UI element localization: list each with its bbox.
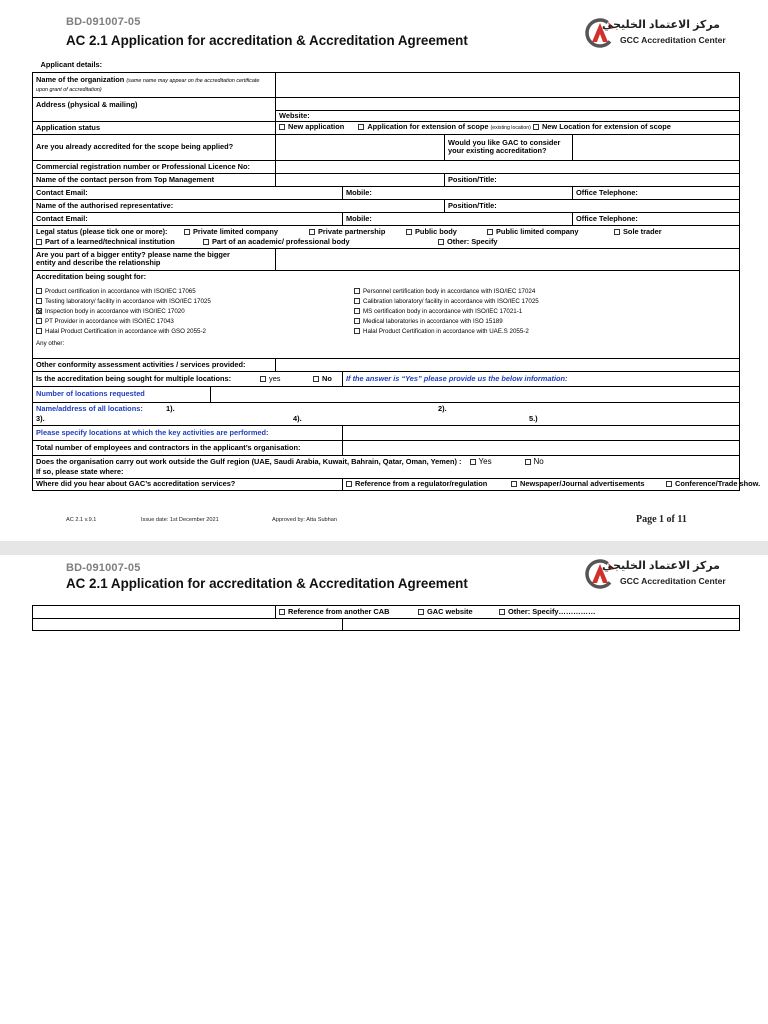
page-title: AC 2.1 Application for accreditation & Accreditation Agreement [66, 33, 468, 48]
footer-issue-date: Issue date: 1st December 2021 [141, 517, 219, 523]
name-address-locations-label: Name/address of all locations: [36, 403, 143, 413]
footer-version: AC 2.1 v.9.1 [66, 517, 97, 523]
status-extension-checkbox[interactable] [358, 124, 364, 130]
legal-academic-checkbox[interactable] [203, 239, 209, 245]
multiple-locations-yes-label: yes [269, 373, 281, 383]
legal-status-cell [33, 225, 740, 248]
legal-private-partnership-checkbox[interactable] [309, 229, 315, 235]
footer-approved-by: Approved by: Atta Subhan [272, 517, 337, 523]
other-conformity-field[interactable] [276, 358, 740, 371]
hear-conference-label: Conference/Trade show. [675, 479, 761, 489]
application-status-label: Application status [33, 121, 276, 134]
logo-arabic-text: مركز الاعتماد الخليجي [602, 19, 720, 31]
outside-gulf-yes-label: Yes [478, 456, 492, 466]
number-of-locations-field[interactable] [211, 386, 740, 402]
acc-halal-gso-checkbox[interactable] [36, 328, 42, 334]
acc-testing-lab-checkbox[interactable] [36, 298, 42, 304]
org-name-note: (same name may appear on the accreditation certificate upon grant of accreditation) [36, 78, 260, 93]
legal-public-body-checkbox[interactable] [406, 229, 412, 235]
hear-about-label: Where did you hear about GAC’s accreditation services? [33, 478, 343, 490]
website-field[interactable]: Website: [276, 110, 740, 121]
acc-pt-provider-checkbox[interactable] [36, 318, 42, 324]
contact-mobile-field[interactable]: Mobile: [343, 186, 573, 199]
legal-public-ltd-checkbox[interactable] [487, 229, 493, 235]
outside-gulf-label: Does the organisation carry out work outside the Gulf region (UAE, Saudi Arabia, Kuwait, Bahrain, Qatar, Oman, Yemen) : [36, 456, 462, 466]
hear-other-checkbox[interactable] [499, 609, 505, 615]
application-status-options [276, 121, 740, 134]
location-4[interactable]: 4). [293, 413, 302, 423]
contact-email-field[interactable]: Contact Email: [33, 186, 343, 199]
consider-existing-field[interactable] [573, 134, 740, 160]
outside-gulf-no-label: No [533, 456, 544, 466]
hear-newspaper-label: Newspaper/Journal advertisements [520, 479, 645, 489]
hear-other-label: Other: Specify…………… [508, 606, 596, 616]
blank-field-right[interactable] [343, 619, 740, 631]
hear-regulator-label: Reference from a regulator/regulation [355, 479, 488, 489]
page-footer [0, 516, 768, 530]
acc-inspection-body-checkbox[interactable] [36, 308, 42, 314]
key-activities-field[interactable] [343, 425, 740, 440]
representative-position-field[interactable]: Position/Title: [445, 199, 740, 212]
legal-sole-trader-checkbox[interactable] [614, 229, 620, 235]
hear-cab-checkbox[interactable] [279, 609, 285, 615]
address-field[interactable] [276, 97, 740, 110]
already-accredited-label: Are you already accredited for the scope being applied? [33, 134, 276, 160]
acc-option-label: Medical laboratories in accordance with ISO 15189 [363, 318, 503, 326]
applicant-details-heading: Applicant details: [33, 59, 740, 72]
representative-office-telephone-field[interactable]: Office Telephone: [573, 212, 740, 225]
any-other-label: Any other: [36, 340, 65, 348]
legal-public-body-label: Public body [415, 226, 457, 236]
contact-office-telephone-field[interactable]: Office Telephone: [573, 186, 740, 199]
legal-private-ltd-label: Private limited company [193, 226, 279, 236]
legal-private-ltd-checkbox[interactable] [184, 229, 190, 235]
acc-medical-lab-checkbox[interactable] [354, 318, 360, 324]
outside-gulf-no-checkbox[interactable] [525, 459, 531, 465]
consider-line-1: Would you like GAC to consider [448, 138, 561, 147]
legal-sole-trader-label: Sole trader [623, 226, 662, 236]
blank-field-left[interactable] [33, 619, 343, 631]
org-name-field[interactable] [276, 72, 740, 97]
gac-logo-page-2 [584, 557, 724, 593]
document-code: BD-091007-05 [66, 16, 141, 28]
application-form-table-page-2 [32, 605, 740, 631]
outside-gulf-cell [33, 455, 740, 478]
status-new-location-label: New Location for extension of scope [541, 122, 671, 132]
hear-about-options [343, 478, 761, 490]
key-activities-label: Please specify locations at which the key activities are performed: [33, 425, 343, 440]
number-of-locations-label: Number of locations requested [33, 386, 211, 402]
acc-option-label: Halal Product Certification in accordance with GSO 2055-2 [45, 328, 206, 336]
location-5[interactable]: 5.) [529, 413, 538, 423]
gac-logo [584, 16, 724, 52]
bigger-entity-line-2: entity and describe the relationship [36, 258, 161, 268]
accreditation-options-right [354, 287, 539, 337]
hear-cab-label: Reference from another CAB [288, 606, 390, 616]
already-accredited-field[interactable] [276, 134, 445, 160]
acc-option-label: Inspection body in accordance with ISO/IEC 17020 [45, 308, 185, 316]
hear-about-options-continued [276, 606, 740, 619]
page-separator [0, 541, 768, 555]
acc-calibration-lab-checkbox[interactable] [354, 298, 360, 304]
document-code-page-2: BD-091007-05 [66, 562, 141, 574]
representative-email-field[interactable]: Contact Email: [33, 212, 343, 225]
consider-line-2: your existing accreditation? [448, 146, 547, 156]
commercial-registration-label: Commercial registration number or Professional Licence No: [33, 160, 276, 173]
accreditation-sought-label: Accreditation being sought for: [36, 271, 147, 281]
status-extension-label: Application for extension of scope [367, 122, 489, 132]
multiple-locations-no-label: No [322, 373, 332, 383]
outside-gulf-yes-checkbox[interactable] [470, 459, 476, 465]
acc-option-label: Halal Product Certification in accordance with UAE.S 2055-2 [363, 328, 529, 336]
acc-ms-cert-checkbox[interactable] [354, 308, 360, 314]
hear-regulator-checkbox[interactable] [346, 481, 352, 487]
legal-academic-label: Part of an academic/ professional body [212, 236, 350, 246]
acc-option-label: Testing laboratory/ facility in accordance with ISO/IEC 17025 [45, 298, 211, 306]
status-new-label: New application [288, 122, 345, 132]
accreditation-options-left [36, 287, 354, 337]
acc-option-label: MS certification body in accordance with ISO/IEC 17021-1 [363, 308, 523, 316]
consider-existing-label-cell [445, 134, 573, 160]
authorised-representative-field[interactable]: Name of the authorised representative: [33, 199, 445, 212]
page-title-page-2: AC 2.1 Application for accreditation & Accreditation Agreement [66, 576, 468, 591]
logo-english-text: GCC Accreditation Center [620, 35, 726, 45]
acc-personnel-cert-checkbox[interactable] [354, 288, 360, 294]
legal-public-ltd-label: Public limited company [496, 226, 579, 236]
org-name-label: Name of the organization [36, 75, 125, 85]
accreditation-sought-cell [33, 270, 740, 358]
acc-option-label: Product certification in accordance with ISO/IEC 17065 [45, 288, 196, 296]
locations-cell [33, 402, 740, 425]
bigger-entity-label-cell [33, 248, 276, 270]
location-3[interactable]: 3). [36, 413, 45, 423]
legal-private-partnership-label: Private partnership [318, 226, 386, 236]
hear-website-label: GAC website [427, 606, 473, 616]
contact-position-field[interactable]: Position/Title: [445, 173, 740, 186]
hear-about-continued-empty [33, 606, 276, 619]
contact-person-label: Name of the contact person from Top Management [33, 173, 276, 186]
contact-person-field[interactable] [276, 173, 445, 186]
org-name-label-cell [33, 72, 276, 97]
if-so-label: If so, please state where: [36, 466, 124, 476]
bigger-entity-field[interactable] [276, 248, 740, 270]
logo-english-text: GCC Accreditation Center [620, 576, 726, 586]
legal-other-label: Other: Specify [447, 236, 498, 246]
legal-other-checkbox[interactable] [438, 239, 444, 245]
status-extension-note: (existing location) [490, 125, 531, 132]
legal-learned-checkbox[interactable] [36, 239, 42, 245]
multiple-locations-label: Is the accreditation being sought for multiple locations: [36, 373, 232, 383]
multiple-locations-no-checkbox[interactable] [313, 376, 319, 382]
bigger-entity-line-1: Are you part of a bigger entity? please name the bigger [36, 250, 230, 259]
status-new-checkbox[interactable] [279, 124, 285, 130]
total-employees-label: Total number of employees and contractors in the applicant’s organisation: [33, 440, 343, 455]
location-1[interactable]: 1). [166, 403, 175, 413]
hear-website-checkbox[interactable] [418, 609, 424, 615]
acc-option-label: Personnel certification body in accordance with ISO/IEC 17024 [363, 288, 536, 296]
acc-halal-uae-checkbox[interactable] [354, 328, 360, 334]
location-2[interactable]: 2). [438, 403, 447, 413]
multiple-locations-cell [33, 371, 343, 386]
hear-conference-checkbox[interactable] [666, 481, 672, 487]
acc-product-cert-checkbox[interactable] [36, 288, 42, 294]
acc-option-label: Calibration laboratory/ facility in accordance with ISO/IEC 17025 [363, 298, 539, 306]
commercial-registration-field[interactable] [276, 160, 740, 173]
application-form-table [32, 59, 761, 491]
status-new-location-checkbox[interactable] [533, 124, 539, 130]
legal-status-label: Legal status (please tick one or more): [36, 226, 168, 236]
representative-mobile-field[interactable]: Mobile: [343, 212, 573, 225]
if-yes-note: If the answer is “Yes” please provide us the below information: [343, 371, 740, 386]
total-employees-field[interactable] [343, 440, 740, 455]
legal-learned-label: Part of a learned/technical institution [45, 236, 175, 246]
multiple-locations-yes-checkbox[interactable] [260, 376, 266, 382]
address-label: Address (physical & mailing) [33, 97, 276, 121]
hear-newspaper-checkbox[interactable] [511, 481, 517, 487]
other-conformity-label: Other conformity assessment activities / services provided: [33, 358, 276, 371]
footer-page-number: Page 1 of 11 [636, 514, 687, 525]
acc-option-label: PT Provider in accordance with ISO/IEC 17043 [45, 318, 174, 326]
logo-arabic-text: مركز الاعتماد الخليجي [602, 560, 720, 572]
